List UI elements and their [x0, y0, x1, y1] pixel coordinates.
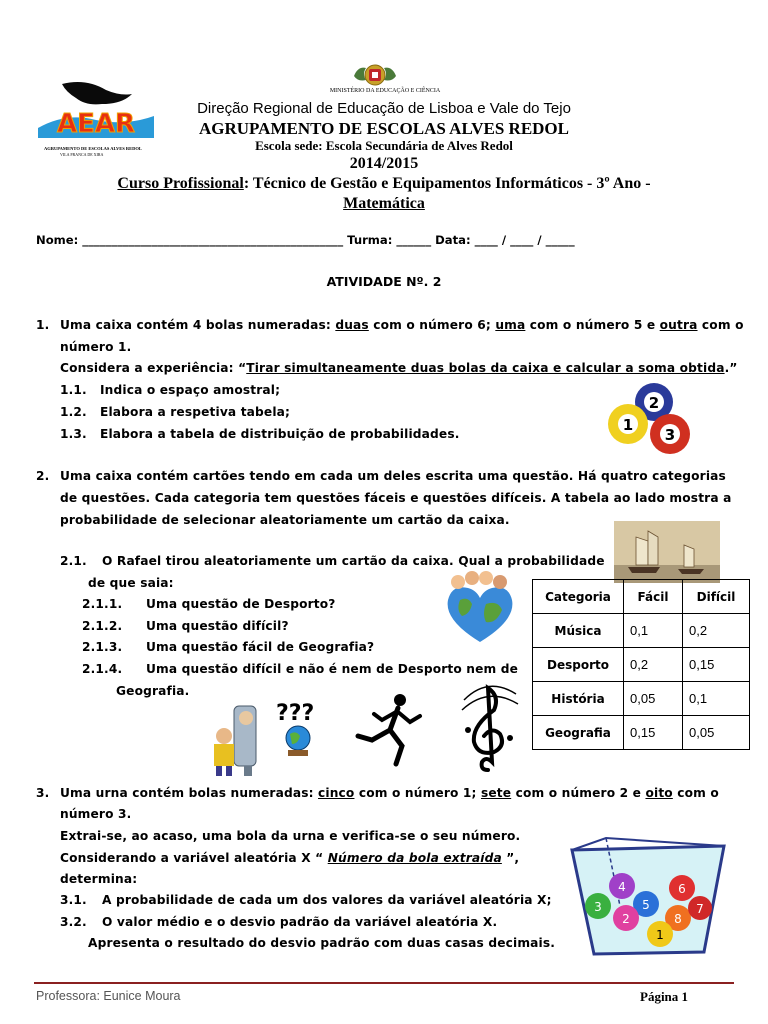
svg-text:2: 2: [648, 394, 660, 412]
q3-1-text: A probabilidade de cada um dos valores da variável aleatória X;: [102, 893, 552, 907]
school-group-title: AGRUPAMENTO DE ESCOLAS ALVES REDOL: [199, 119, 569, 138]
svg-text:???: ???: [276, 701, 315, 726]
q2-1-3-text: Uma questão fácil de Geografia?: [146, 640, 375, 654]
probability-table-container: [532, 579, 750, 750]
student-form-line: Nome: _____________________________________________ Turma: ______ Data: ____ / ____ / _____: [36, 233, 575, 247]
svg-text:8: 8: [674, 912, 682, 926]
q1-1-number: 1.1.: [60, 383, 87, 397]
ministry-emblem: [352, 62, 398, 88]
activity-title: ATIVIDADE Nº. 2: [326, 274, 442, 289]
q2-1-4-number: 2.1.4.: [82, 662, 123, 676]
svg-text:1: 1: [656, 928, 664, 942]
q1-line-2: número 1.: [60, 340, 132, 354]
table-header-categoria: Categoria: [533, 580, 624, 614]
q2-1-3-number: 2.1.3.: [82, 640, 123, 654]
q1-2-text: Elabora a respetiva tabela;: [100, 405, 291, 419]
q3-number: 3.: [36, 786, 50, 800]
table-cell-category: Desporto: [533, 648, 624, 682]
q1-line-1: Uma caixa contém 4 bolas numeradas: duas com o número 6; uma com o número 5 e outra com o: [60, 318, 744, 332]
q2-line-3: probabilidade de selecionar aleatoriamente um cartão da caixa.: [60, 513, 510, 527]
course-label: Curso Profissional: [117, 175, 244, 192]
table-cell-value: 0,05: [683, 716, 750, 750]
music-clef-icon: [458, 680, 522, 776]
ministry-label: MINISTÉRIO DA EDUCAÇÃO E CIÊNCIA: [329, 88, 441, 94]
table-cell-value: 0,15: [624, 716, 683, 750]
svg-text:7: 7: [696, 902, 704, 916]
footer-page-number: Página 1: [640, 989, 689, 1004]
runner-icon: [352, 690, 432, 768]
course-text: : Técnico de Gestão e Equipamentos Informáticos - 3º Ano -: [243, 175, 651, 192]
school-year: 2014/2015: [349, 155, 419, 172]
svg-text:5: 5: [642, 898, 650, 912]
svg-text:AEAR: AEAR: [56, 109, 136, 139]
table-row: [533, 716, 750, 750]
q1-3-number: 1.3.: [60, 427, 87, 441]
q3-line-8: Apresenta o resultado do desvio padrão com duas casas decimais.: [88, 936, 556, 950]
svg-text:6: 6: [678, 882, 686, 896]
logo-caption: AGRUPAMENTO DE ESCOLAS ALVES REDOL: [44, 146, 142, 151]
footer-teacher: Professora: Eunice Moura: [36, 989, 181, 1003]
q3-line-2: número 3.: [60, 807, 132, 821]
q3-2-number: 3.2.: [60, 915, 87, 929]
globe-children-image: [440, 570, 520, 646]
q3-2-text: O valor médio e o desvio padrão da variável aleatória X.: [102, 915, 498, 929]
q3-line-5: determina:: [60, 872, 138, 886]
q2-line-1: Uma caixa contém cartões tendo em cada um deles escrita uma questão. Há quatro categorias: [60, 469, 726, 483]
table-cell-value: 0,2: [624, 648, 683, 682]
billiard-balls-image: [604, 380, 696, 456]
q2-1-1-text: Uma questão de Desporto?: [146, 597, 336, 611]
q2-1-4-text-cont: Geografia.: [116, 684, 190, 698]
table-cell-category: Geografia: [533, 716, 624, 750]
q1-number: 1.: [36, 318, 50, 332]
quiz-globe-image: [274, 694, 334, 760]
urn-box-image: [566, 836, 730, 960]
table-cell-value: 0,2: [683, 614, 750, 648]
q1-3-text: Elabora a tabela de distribuição de probabilidades.: [100, 427, 460, 441]
direction-title: Direção Regional de Educação de Lisboa e Vale do Tejo: [197, 100, 571, 117]
q2-1-2-number: 2.1.2.: [82, 619, 123, 633]
svg-text:4: 4: [618, 880, 626, 894]
history-cartoon-image: [206, 700, 274, 780]
table-cell-value: 0,1: [624, 614, 683, 648]
table-cell-category: História: [533, 682, 624, 716]
sailing-ships-image: [614, 521, 720, 583]
q3-line-3: Extrai-se, ao acaso, uma bola da urna e verifica-se o seu número.: [60, 829, 521, 843]
svg-text:3: 3: [594, 900, 602, 914]
subject-title: Matemática: [343, 195, 425, 212]
table-header-facil: Fácil: [624, 580, 683, 614]
table-cell-category: Música: [533, 614, 624, 648]
q2-1-text: O Rafael tirou aleatoriamente um cartão da caixa. Qual a probabilidade: [102, 554, 605, 568]
table-row: [533, 682, 750, 716]
course-line: [60, 175, 708, 193]
q2-line-2: de questões. Cada categoria tem questões fáceis e questões difíceis. A tabela ao lado mostra a: [60, 491, 732, 505]
q2-1-4-text: Uma questão difícil e não é nem de Desporto nem de: [146, 662, 519, 676]
logo-subcaption: VILA FRANCA DE XIRA: [60, 152, 104, 157]
q3-1-number: 3.1.: [60, 893, 87, 907]
table-cell-value: 0,05: [624, 682, 683, 716]
table-header-row: [533, 580, 750, 614]
probability-table: [532, 579, 750, 750]
q3-line-1: Uma urna contém bolas numeradas: cinco com o número 1; sete com o número 2 e oito com o: [60, 786, 719, 800]
table-row: [533, 648, 750, 682]
q2-1-number: 2.1.: [60, 554, 87, 568]
table-cell-value: 0,1: [683, 682, 750, 716]
school-seat: Escola sede: Escola Secundária de Alves Redol: [255, 138, 513, 153]
svg-text:2: 2: [622, 912, 630, 926]
svg-text:1: 1: [622, 416, 634, 434]
q1-2-number: 1.2.: [60, 405, 87, 419]
table-header-dificil: Difícil: [683, 580, 750, 614]
q3-line-4: Considerando a variável aleatória X “ Número da bola extraída ”,: [60, 851, 520, 865]
table-row: [533, 614, 750, 648]
q1-experiment: Considera a experiência: “Tirar simultaneamente duas bolas da caixa e calcular a soma obtida.”: [60, 361, 738, 375]
q2-number: 2.: [36, 469, 50, 483]
footer-rule: [34, 982, 734, 984]
q2-1-1-number: 2.1.1.: [82, 597, 123, 611]
q2-1-text-cont: de que saia:: [88, 576, 174, 590]
table-cell-value: 0,15: [683, 648, 750, 682]
svg-text:3: 3: [664, 426, 676, 444]
q1-1-text: Indica o espaço amostral;: [100, 383, 281, 397]
q2-1-2-text: Uma questão difícil?: [146, 619, 289, 633]
